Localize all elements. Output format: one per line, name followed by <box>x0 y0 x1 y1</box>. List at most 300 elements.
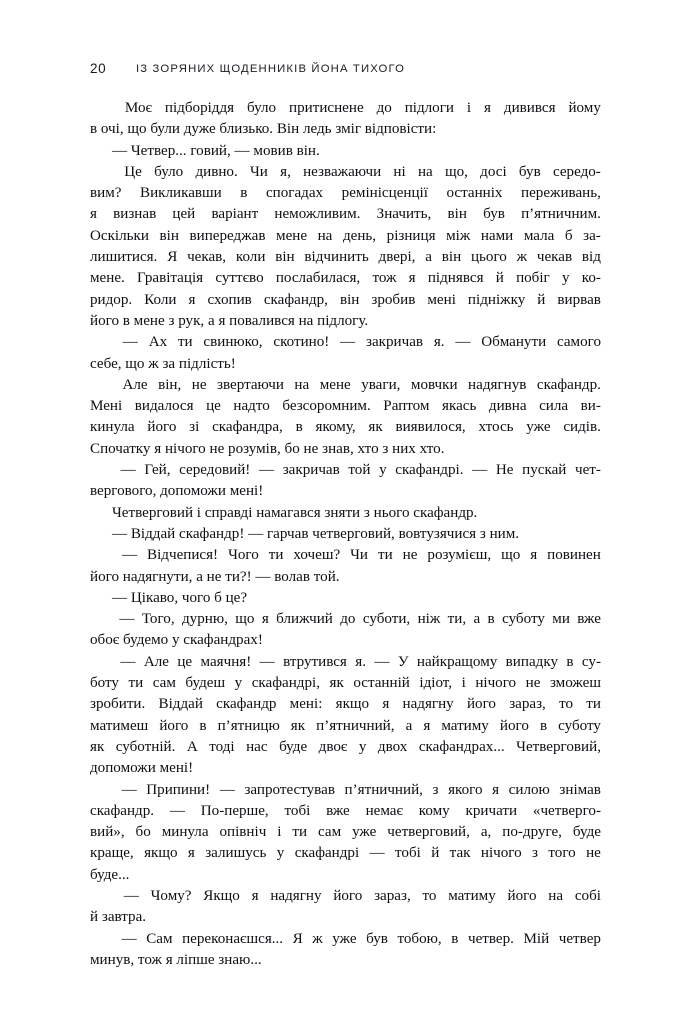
word: чекав <box>536 249 573 266</box>
word: від <box>581 249 601 266</box>
word: скафандр <box>216 696 277 713</box>
word: і <box>461 675 466 692</box>
word: Раптом <box>383 398 430 415</box>
word: спогадах <box>265 185 324 202</box>
word: — <box>369 845 385 862</box>
word: безсоромним. <box>282 398 371 415</box>
word: зможеш <box>549 675 601 692</box>
word: переконаєшся... <box>182 930 284 947</box>
word: випереджав <box>189 227 266 244</box>
word: дивна <box>488 398 527 415</box>
word: побіг <box>516 270 550 287</box>
word: як <box>368 419 383 436</box>
word: середо- <box>552 163 601 180</box>
paragraph <box>90 929 601 972</box>
word: ти <box>177 334 193 351</box>
word: уже <box>332 930 357 947</box>
word: піднявся <box>427 270 484 287</box>
text-line <box>90 609 601 630</box>
word: вим? <box>90 185 122 202</box>
word: залишусь <box>205 845 267 862</box>
text-line <box>90 843 601 864</box>
text-line <box>90 503 601 524</box>
word: сидів. <box>563 419 601 436</box>
word: за- <box>583 227 601 244</box>
word: випадку <box>505 653 558 670</box>
word: маячня! <box>200 653 252 670</box>
text-line <box>90 119 601 140</box>
word: я <box>492 781 500 798</box>
word: я. <box>355 653 366 670</box>
paragraph-indent <box>90 332 112 353</box>
text-line <box>90 673 601 694</box>
word: на <box>317 227 333 244</box>
word: бо <box>135 824 151 841</box>
word: тобі <box>395 845 421 862</box>
word: мене. <box>90 270 125 287</box>
word: ти <box>292 824 308 841</box>
text-line <box>90 780 601 801</box>
paragraph <box>90 609 601 652</box>
text-line <box>90 226 601 247</box>
word: його надягнути, а не ти?! — волав той. <box>90 568 340 585</box>
word: ти, <box>447 611 467 628</box>
text-line <box>90 737 601 758</box>
text-line <box>90 822 601 843</box>
word: Мій <box>523 930 550 947</box>
word: Четверговий і справді намагався зняти з нього скафандр. <box>112 504 478 521</box>
word: і <box>466 100 472 116</box>
paragraph <box>90 162 601 332</box>
word: вже <box>326 802 350 819</box>
body-text <box>90 98 601 971</box>
word: тобою, <box>397 930 442 947</box>
word: — <box>120 462 136 479</box>
word: з <box>432 781 439 798</box>
paragraph-indent <box>90 609 112 630</box>
word: в <box>539 717 548 734</box>
word: надягнув <box>468 376 527 393</box>
word: притиснене <box>289 100 364 116</box>
word: в <box>451 930 459 947</box>
word: в очі, що були дуже близько. Він ледь зміг відповісти: <box>90 121 437 138</box>
word: а <box>473 611 481 628</box>
text-line <box>90 886 601 907</box>
text-line <box>90 354 601 375</box>
word: силою <box>508 781 550 798</box>
text-line <box>90 865 601 886</box>
word: скафандрі <box>294 845 360 862</box>
word: як <box>90 738 105 755</box>
word: — Цікаво, чого б це? <box>112 589 248 606</box>
word: ми <box>552 611 570 628</box>
paragraph-indent <box>90 524 112 545</box>
word: допоможи мені! <box>90 760 194 777</box>
word: зі <box>189 419 200 436</box>
word: скотино! <box>273 334 330 351</box>
word: лишитися. <box>90 249 158 266</box>
word: четверговий, <box>387 824 470 841</box>
word: й <box>431 845 440 862</box>
word: — <box>259 653 275 670</box>
word: це <box>177 653 193 670</box>
word: відчинить <box>304 249 369 266</box>
word: ти <box>128 675 144 692</box>
word: переживань, <box>521 185 601 202</box>
word: в <box>566 653 574 670</box>
word: А <box>186 738 198 755</box>
word: в <box>199 717 207 734</box>
word: видалося <box>134 398 194 415</box>
word: — Четвер... говий, — мовив він. <box>112 142 320 159</box>
word: я <box>530 547 538 564</box>
word: тобі <box>284 802 311 819</box>
text-line <box>90 460 601 481</box>
word: скафандрі, <box>251 675 320 692</box>
word: підборіддя <box>164 100 235 116</box>
word: — <box>123 887 139 904</box>
word: уже <box>352 824 377 841</box>
word: минув, тож я ліпше знаю... <box>90 951 262 968</box>
word: Припини! <box>146 781 211 798</box>
word: його <box>333 887 363 904</box>
word: коли <box>235 249 266 266</box>
word: Я <box>292 930 303 947</box>
word: і <box>277 824 282 841</box>
word: я <box>251 887 259 904</box>
word: що, <box>444 163 468 180</box>
word: — <box>121 930 137 947</box>
word: краще, <box>90 845 134 862</box>
word: нас <box>246 738 268 755</box>
word: матиму <box>448 887 496 904</box>
word: я <box>484 100 491 116</box>
word: то <box>559 696 574 713</box>
word: суботи, <box>362 611 411 628</box>
word: зробив <box>371 291 416 308</box>
word: буде <box>572 824 601 841</box>
word: так <box>449 845 471 862</box>
text-line <box>90 694 601 715</box>
word: найкращому <box>416 653 498 670</box>
running-head <box>90 61 602 79</box>
word: У <box>397 653 409 670</box>
word: Але <box>143 653 169 670</box>
word: я <box>187 845 195 862</box>
word: якщо <box>335 696 370 713</box>
word: схопив <box>207 291 252 308</box>
word: між <box>446 227 471 244</box>
word: а <box>425 249 432 266</box>
word: закричав <box>282 462 340 479</box>
word: Коли <box>144 291 177 308</box>
paragraph <box>90 375 601 460</box>
page-number: 20 <box>90 61 107 76</box>
word: Я <box>167 249 178 266</box>
paragraph <box>90 332 601 375</box>
word: якому, <box>315 419 356 436</box>
word: закричав <box>366 334 424 351</box>
paragraph-indent <box>90 162 112 183</box>
word: не <box>586 845 601 862</box>
word: хтось <box>478 419 514 436</box>
word: я <box>382 696 390 713</box>
word: «четверго- <box>532 802 601 819</box>
word: я, <box>280 163 291 180</box>
word: неможливим. <box>274 206 361 223</box>
word: — <box>121 781 137 798</box>
word: на <box>548 887 564 904</box>
word: він <box>447 206 467 223</box>
word: дивно. <box>195 163 238 180</box>
word: Четверговий, <box>516 738 601 755</box>
word: четвер <box>558 930 601 947</box>
word: то <box>422 887 437 904</box>
word: знімав <box>559 781 601 798</box>
word: послабилася, <box>275 270 361 287</box>
word: надто <box>233 398 270 415</box>
word: собі <box>574 887 601 904</box>
word: ніж <box>417 611 441 628</box>
word: у <box>379 462 387 479</box>
word: п’ятницю <box>217 717 280 734</box>
word: різниця <box>386 227 436 244</box>
word: Не <box>495 462 514 479</box>
text-line <box>90 524 601 545</box>
word: немає <box>365 802 403 819</box>
text-line <box>90 758 601 779</box>
word: Чого <box>228 547 259 564</box>
word: на <box>294 376 310 393</box>
word: Сам <box>146 930 173 947</box>
word: його <box>507 887 537 904</box>
word: су- <box>581 653 601 670</box>
word: того <box>548 845 576 862</box>
word: — <box>122 334 138 351</box>
word: себе, що ж за підлість! <box>90 355 236 372</box>
word: скафандрі. <box>395 462 464 479</box>
word: до <box>376 100 392 116</box>
word: був <box>518 163 541 180</box>
word: той <box>348 462 371 479</box>
word: в <box>295 419 303 436</box>
word: скафандр. <box>536 376 601 393</box>
word: чекав, <box>187 249 227 266</box>
word: Того, <box>141 611 175 628</box>
text-line <box>90 481 601 502</box>
word: Це <box>124 163 142 180</box>
word: Але <box>122 376 148 393</box>
word: його <box>466 696 496 713</box>
word: суботу <box>558 717 601 734</box>
text-line <box>90 311 601 332</box>
word: якщо <box>144 845 178 862</box>
word: скафандр. <box>90 802 155 819</box>
word: надягну <box>402 696 454 713</box>
word: Мені <box>90 398 123 415</box>
word: його в мене з рук, а я повалився на підлогу. <box>90 312 369 329</box>
paragraph <box>90 545 601 588</box>
paragraph-indent <box>90 929 112 950</box>
word: суботній. <box>115 738 176 755</box>
word: я <box>188 291 196 308</box>
word: п’ятничний, <box>344 781 423 798</box>
paragraph-indent <box>90 460 112 481</box>
word: якась <box>442 398 477 415</box>
word: пускай <box>522 462 567 479</box>
word: суботу <box>502 611 545 628</box>
word: кому <box>418 802 450 819</box>
word: — <box>219 781 235 798</box>
word: я <box>90 206 97 223</box>
word: Чи <box>249 163 268 180</box>
word: а <box>405 717 413 734</box>
word: що <box>501 547 521 564</box>
word: уваги, <box>361 376 401 393</box>
word: свинюко, <box>203 334 263 351</box>
word: — <box>340 334 356 351</box>
paragraph <box>90 588 601 609</box>
paragraph <box>90 886 601 929</box>
word: — <box>455 334 471 351</box>
word: ко- <box>581 270 601 287</box>
word: зараз, <box>374 887 411 904</box>
word: не <box>525 675 541 692</box>
word: ви- <box>580 398 601 415</box>
word: він <box>159 227 179 244</box>
word: ближчий <box>276 611 333 628</box>
text-line <box>90 183 601 204</box>
word: зараз, <box>509 696 546 713</box>
word: ти <box>377 547 393 564</box>
word: сила <box>539 398 569 415</box>
word: Гей, <box>144 462 171 479</box>
word: кинула <box>90 419 135 436</box>
word: дивився <box>503 100 556 116</box>
word: у <box>234 675 243 692</box>
word: що <box>235 611 255 628</box>
text-line <box>90 141 601 162</box>
paragraph <box>90 524 601 545</box>
paragraph <box>90 460 601 503</box>
paragraph-indent <box>90 141 112 162</box>
word: мене <box>276 227 308 244</box>
text-line <box>90 290 601 311</box>
word: було <box>154 163 184 180</box>
text-line <box>90 268 601 289</box>
word: — <box>120 653 136 670</box>
word: по-друге, <box>502 824 562 841</box>
word: у <box>358 738 367 755</box>
word: він <box>275 249 295 266</box>
word: мені <box>427 291 456 308</box>
text-line <box>90 204 601 225</box>
word: запротестував <box>244 781 335 798</box>
word: п’ятничний, <box>316 717 395 734</box>
word: — <box>472 462 488 479</box>
word: з <box>532 845 538 862</box>
word: — <box>374 653 390 670</box>
paragraph-indent <box>90 588 112 609</box>
word: й <box>495 270 504 287</box>
word: виявилося, <box>395 419 466 436</box>
word: вий», <box>90 824 125 841</box>
word: обоє будемо у скафандрах! <box>90 632 263 649</box>
word: По-перше, <box>200 802 269 819</box>
word: було <box>247 100 277 116</box>
paragraph-indent <box>90 545 112 566</box>
word: суттєво <box>215 270 264 287</box>
word: втрутився <box>283 653 347 670</box>
word: дурню, <box>182 611 228 628</box>
word: кричати <box>465 802 518 819</box>
word: скафандра, <box>212 419 283 436</box>
word: ж <box>312 930 323 947</box>
word: Якщо <box>203 887 240 904</box>
paragraph-indent <box>90 652 112 673</box>
word: його <box>499 717 529 734</box>
word: був <box>366 930 388 947</box>
word: Гравітація <box>137 270 204 287</box>
word: й завтра. <box>90 909 147 926</box>
word: чет- <box>575 462 601 479</box>
word: б <box>564 227 573 244</box>
word: був <box>483 206 505 223</box>
word: мене <box>319 376 351 393</box>
text-line <box>90 801 601 822</box>
paragraph <box>90 141 601 162</box>
text-line <box>90 417 601 438</box>
word: Значить, <box>376 206 432 223</box>
word: день, <box>342 227 377 244</box>
text-line <box>90 567 601 588</box>
word: вирвав <box>557 291 601 308</box>
text-line <box>90 162 601 183</box>
word: мовчки <box>410 376 458 393</box>
word: не <box>191 376 207 393</box>
paragraph <box>90 503 601 524</box>
paragraph-indent <box>90 886 112 907</box>
word: останніх <box>446 185 503 202</box>
paragraph-indent <box>90 98 112 119</box>
word: не <box>402 547 418 564</box>
word: нами <box>480 227 514 244</box>
word: розумієш, <box>427 547 492 564</box>
paragraph <box>90 652 601 780</box>
word: Моє <box>124 100 152 116</box>
word: двері, <box>378 249 416 266</box>
text-line <box>90 247 601 268</box>
text-line <box>90 332 601 353</box>
word: й <box>537 291 546 308</box>
word: зробити. <box>90 696 146 713</box>
word: я <box>408 270 416 287</box>
text-line <box>90 439 601 460</box>
word: середовий! <box>179 462 251 479</box>
word: — Віддай скафандр! — гарчав четверговий, вовтузячися з ним. <box>112 525 520 542</box>
word: Ах <box>148 334 168 351</box>
word: як <box>290 717 306 734</box>
word: він, <box>158 376 182 393</box>
text-line <box>90 716 601 737</box>
word: звертаючи <box>217 376 284 393</box>
word: у <box>562 270 570 287</box>
word: скафандрах... <box>418 738 505 755</box>
word: в <box>240 185 248 202</box>
word: до <box>340 611 356 628</box>
word: Віддай <box>158 696 203 713</box>
word: це <box>206 398 221 415</box>
